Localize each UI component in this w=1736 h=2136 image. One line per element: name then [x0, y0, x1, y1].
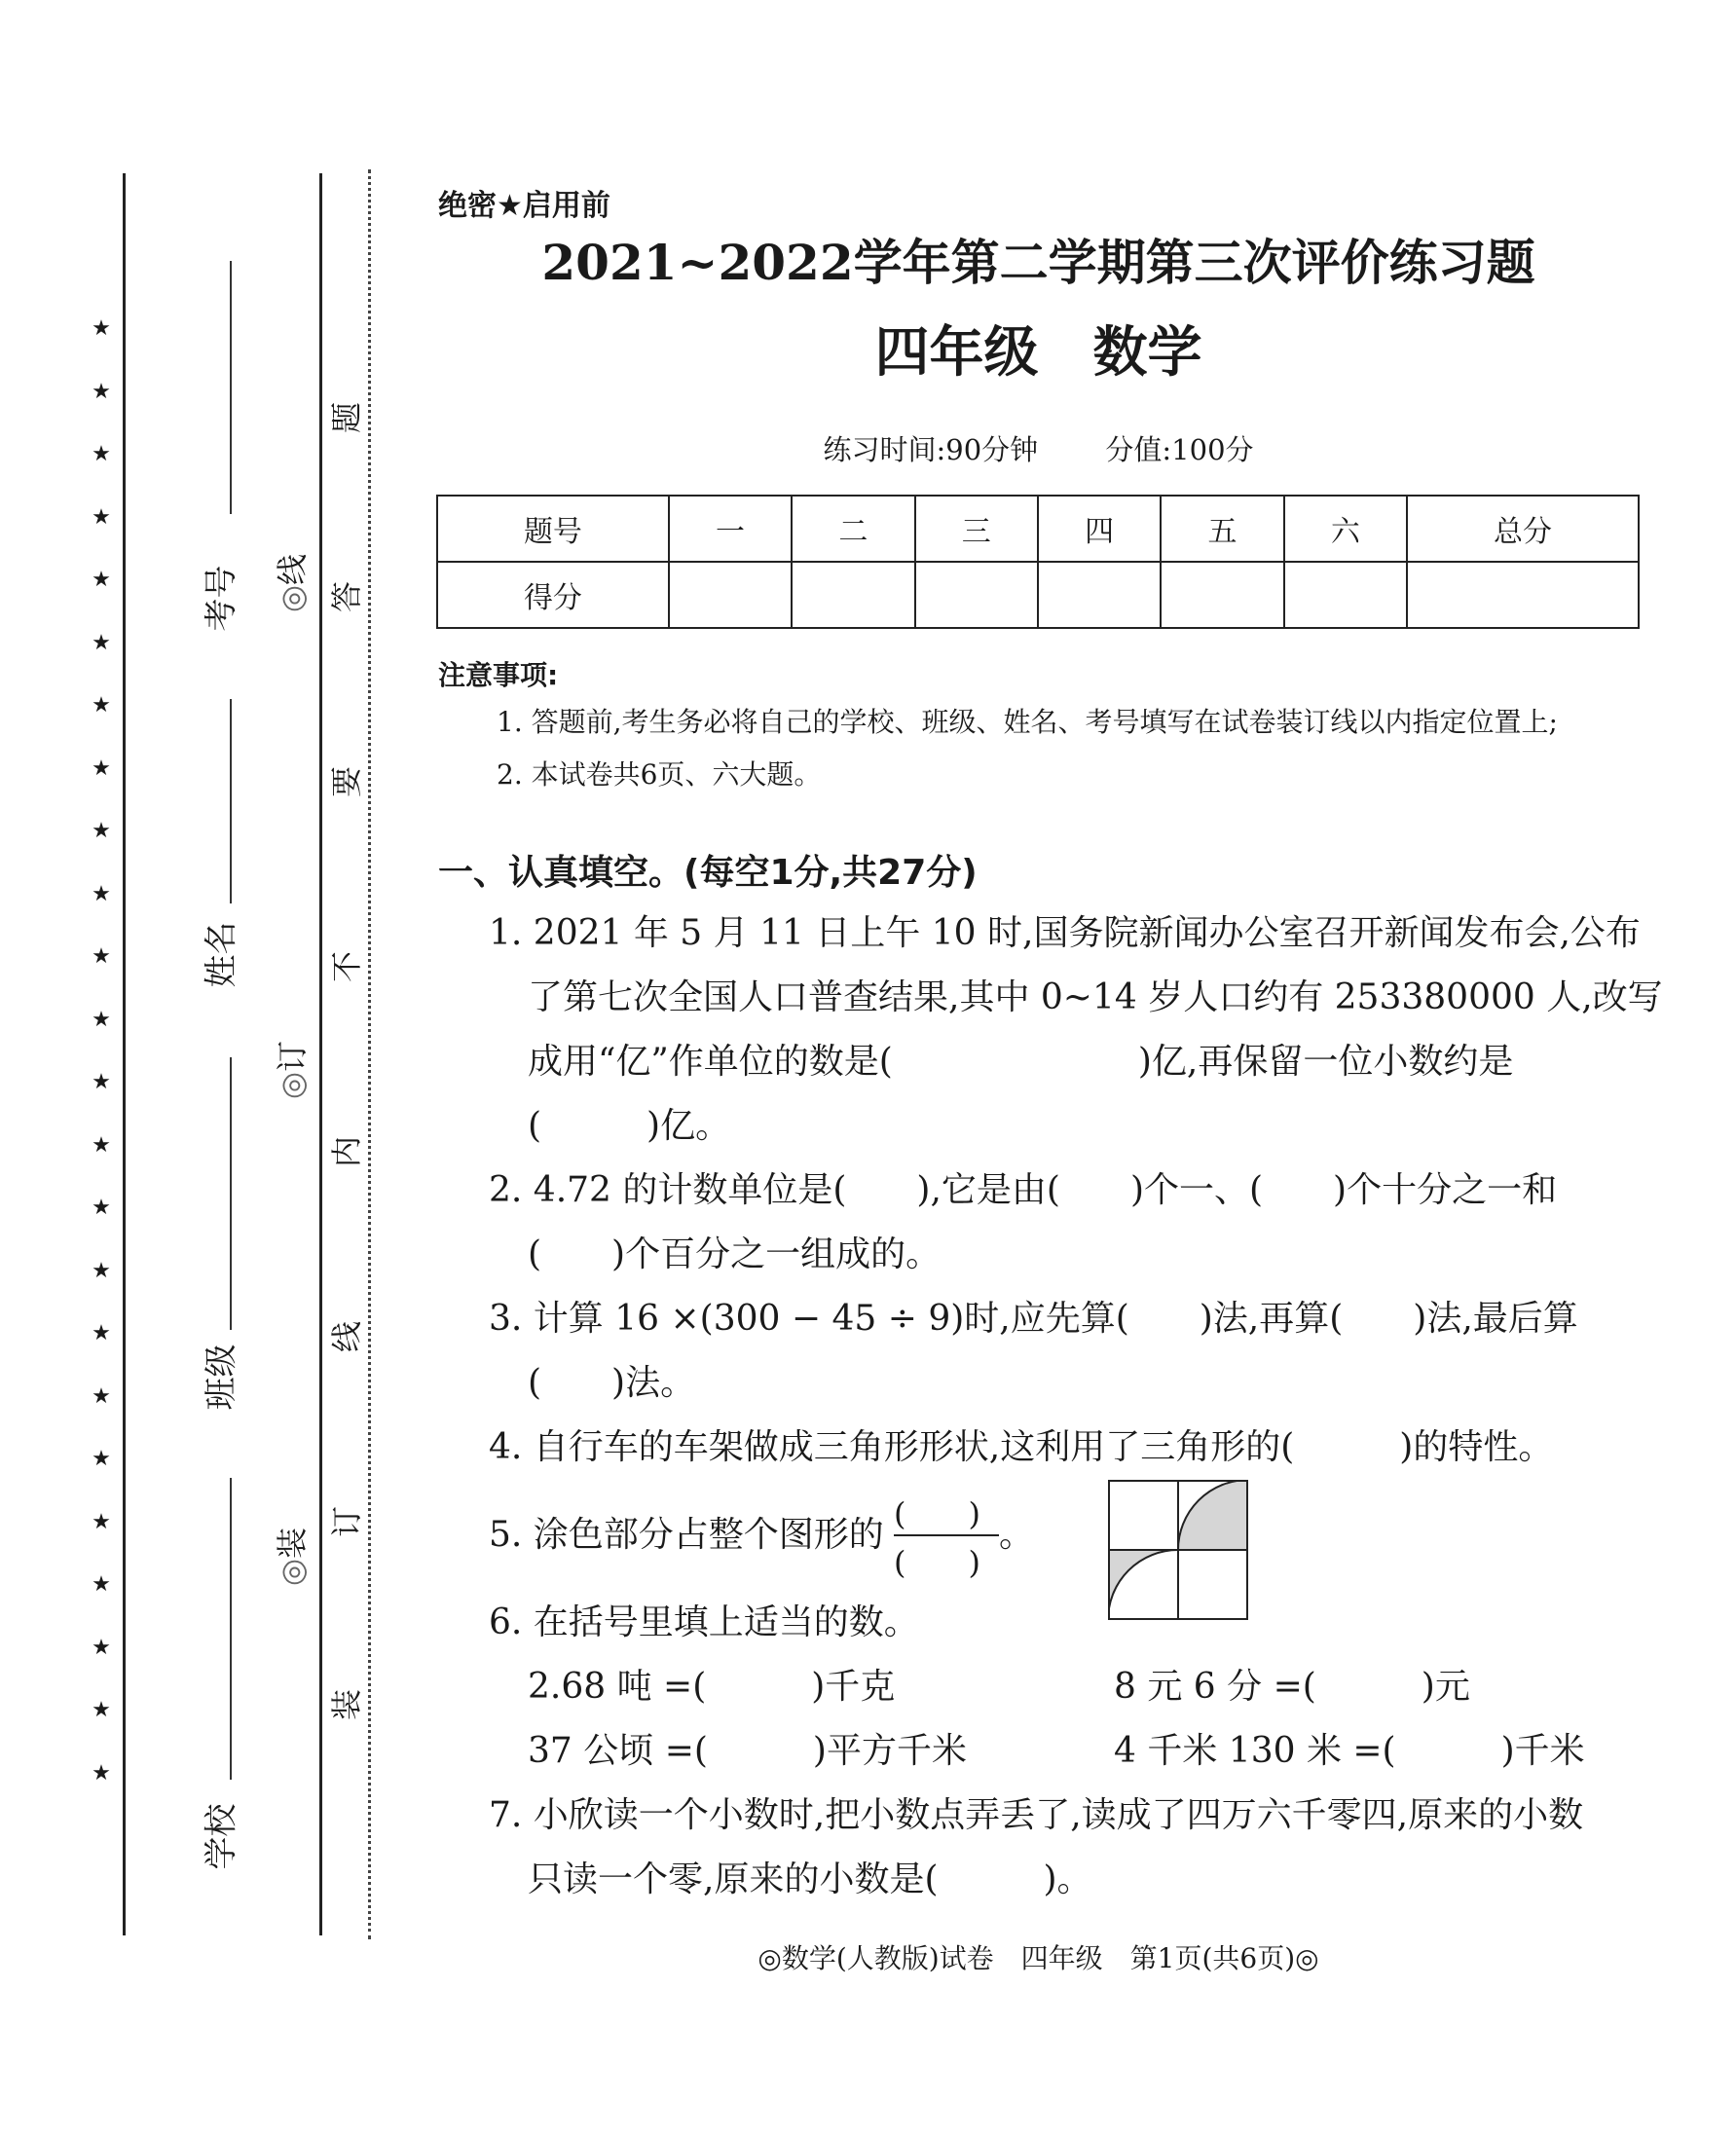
score-table-header-row — [437, 496, 1639, 562]
question-2-line-2: ( )个百分之一组成的。 — [528, 1234, 942, 1274]
notice-item-2: 2. 本试卷共6页、六大题。 — [497, 758, 822, 791]
star-icon: ★ — [92, 1196, 111, 1220]
question-6-item-2: 8 元 6 分 =( )元 — [1114, 1667, 1470, 1707]
question-5-end: 。 — [999, 1515, 1035, 1555]
score-input-cell[interactable] — [1038, 562, 1161, 628]
score-table-cell: 总分 — [1407, 496, 1639, 562]
vchar-5: 线 — [328, 1320, 366, 1353]
question-7-line-2: 只读一个零,原来的小数是( )。 — [528, 1860, 1092, 1899]
vchar-0: 题 — [328, 401, 366, 434]
question-5-fraction-bottom: ( ) — [894, 1544, 980, 1581]
question-1-line-2: 了第七次全国人口普查结果,其中 0~14 岁人口约有 253380000 人,改写 — [528, 977, 1663, 1017]
seal-icon: ◎ — [273, 1072, 311, 1099]
score-table-cell: 五 — [1161, 496, 1283, 562]
score-table-cell: 一 — [669, 496, 792, 562]
xuexiao-fill-line — [230, 1478, 232, 1780]
star-icon: ★ — [92, 1509, 111, 1534]
footer-text: 数学(人教版)试卷 四年级 第1页(共6页) — [781, 1942, 1296, 1974]
question-5: 5. 涂色部分占整个图形的 — [489, 1515, 884, 1555]
footer-seal-icon: ◎ — [757, 1942, 782, 1974]
footer-seal-icon: ◎ — [1295, 1942, 1319, 1974]
star-icon: ★ — [92, 504, 111, 530]
vchar-1: 答 — [328, 580, 366, 613]
question-7-line-1: 7. 小欣读一个小数时,把小数点弄丢了,读成了四万六千零四,原来的小数 — [489, 1795, 1584, 1835]
score-input-cell[interactable] — [792, 562, 914, 628]
page-footer — [438, 1937, 1639, 1976]
score-input-cell[interactable] — [915, 562, 1038, 628]
score-table-cell: 题号 — [437, 496, 669, 562]
exam-title: 2021~2022学年第二学期第三次评价练习题 — [541, 234, 1535, 291]
question-2-line-1: 2. 4.72 的计数单位是( ),它是由( )个一、( )个十分之一和 — [489, 1170, 1558, 1210]
star-icon: ★ — [92, 568, 111, 592]
question-1-line-4: ( )亿。 — [528, 1106, 731, 1146]
seal-zhuang — [268, 1528, 313, 1586]
seal-zhuang-text: 装 — [273, 1528, 311, 1560]
binding-line-right — [319, 173, 322, 1935]
vchar-6: 订 — [328, 1505, 366, 1538]
kaohao-fill-line — [230, 261, 232, 514]
section-1-title: 一、认真填空。(每空1分,共27分) — [438, 853, 978, 893]
star-icon: ★ — [92, 1383, 111, 1409]
question-3-line-2: ( )法。 — [528, 1363, 696, 1403]
score-table — [436, 495, 1640, 629]
xingming-label: 姓名 — [202, 921, 241, 988]
star-icon: ★ — [92, 1698, 111, 1722]
question-6-item-4: 4 千米 130 米 =( )千米 — [1114, 1731, 1585, 1771]
vchar-7: 装 — [328, 1688, 366, 1721]
star-icon: ★ — [92, 1760, 111, 1786]
star-icon: ★ — [92, 693, 111, 718]
star-icon: ★ — [92, 1447, 111, 1471]
score-input-cell[interactable] — [669, 562, 792, 628]
question-5-fraction-top: ( ) — [894, 1495, 980, 1532]
score-input-cell[interactable] — [1161, 562, 1283, 628]
seal-icon: ◎ — [273, 1559, 311, 1586]
star-icon: ★ — [92, 755, 111, 781]
score-table-cell: 六 — [1284, 496, 1407, 562]
notice-item-1: 1. 答题前,考生务必将自己的学校、班级、姓名、考号填写在试卷装订线以内指定位置上; — [497, 706, 1558, 738]
exam-info — [438, 428, 1639, 468]
shaded-quarter-top-right — [1178, 1480, 1248, 1550]
question-5-fraction-bar — [894, 1534, 999, 1536]
seal-ding — [268, 1041, 313, 1099]
exam-time: 练习时间:90分钟 — [823, 433, 1039, 466]
question-6: 6. 在括号里填上适当的数。 — [489, 1602, 919, 1642]
cut-line-dotted — [368, 169, 371, 1939]
score-table-cell: 二 — [792, 496, 914, 562]
seal-icon: ◎ — [273, 585, 311, 612]
xingming-fill-line — [230, 699, 232, 903]
star-icon: ★ — [92, 1007, 111, 1032]
star-icon: ★ — [92, 379, 111, 404]
score-input-cell[interactable] — [1407, 562, 1639, 628]
question-1-line-1: 1. 2021 年 5 月 11 日上午 10 时,国务院新闻办公室召开新闻发布会,公布 — [489, 913, 1641, 953]
star-icon: ★ — [92, 944, 111, 969]
score-table-cell: 四 — [1038, 496, 1161, 562]
vchar-2: 要 — [328, 765, 366, 798]
star-icon: ★ — [92, 1572, 111, 1597]
vchar-3: 不 — [328, 950, 366, 983]
banji-fill-line — [230, 1057, 232, 1330]
star-icon: ★ — [92, 442, 111, 466]
question-3-line-1: 3. 计算 16 ×(300 − 45 ÷ 9)时,应先算( )法,再算( )法,最后算 — [489, 1299, 1578, 1339]
star-icon: ★ — [92, 819, 111, 843]
star-icon: ★ — [92, 1070, 111, 1094]
exam-score-value: 分值:100分 — [1105, 433, 1254, 466]
xuexiao-label: 学校 — [202, 1803, 241, 1870]
vchar-4: 内 — [328, 1135, 366, 1168]
star-icon: ★ — [92, 316, 111, 341]
notice-title: 注意事项: — [438, 659, 559, 691]
seal-xian-text: 线 — [273, 554, 311, 586]
kaohao-label: 考号 — [202, 565, 241, 632]
score-table-cell: 三 — [915, 496, 1038, 562]
star-icon: ★ — [92, 881, 111, 906]
question-1-line-3: 成用“亿”作单位的数是( )亿,再保留一位小数约是 — [528, 1042, 1514, 1082]
top-secret-label: 绝密★启用前 — [438, 189, 610, 223]
star-icon: ★ — [92, 630, 111, 655]
star-icon: ★ — [92, 1132, 111, 1158]
score-table-score-row — [437, 562, 1639, 628]
seal-ding-text: 订 — [273, 1041, 311, 1073]
seal-xian — [268, 554, 313, 612]
star-icon: ★ — [92, 1258, 111, 1283]
banji-label: 班级 — [202, 1344, 241, 1411]
score-table-cell: 得分 — [437, 562, 669, 628]
star-icon: ★ — [92, 1635, 111, 1660]
exam-subtitle: 四年级 数学 — [874, 320, 1202, 385]
question-6-item-3: 37 公顷 =( )平方千米 — [528, 1731, 967, 1771]
score-input-cell[interactable] — [1284, 562, 1407, 628]
question-4: 4. 自行车的车架做成三角形形状,这利用了三角形的( )的特性。 — [489, 1427, 1554, 1467]
question-6-item-1: 2.68 吨 =( )千克 — [528, 1667, 896, 1707]
star-icon: ★ — [92, 1321, 111, 1345]
binding-line-left — [123, 173, 126, 1935]
